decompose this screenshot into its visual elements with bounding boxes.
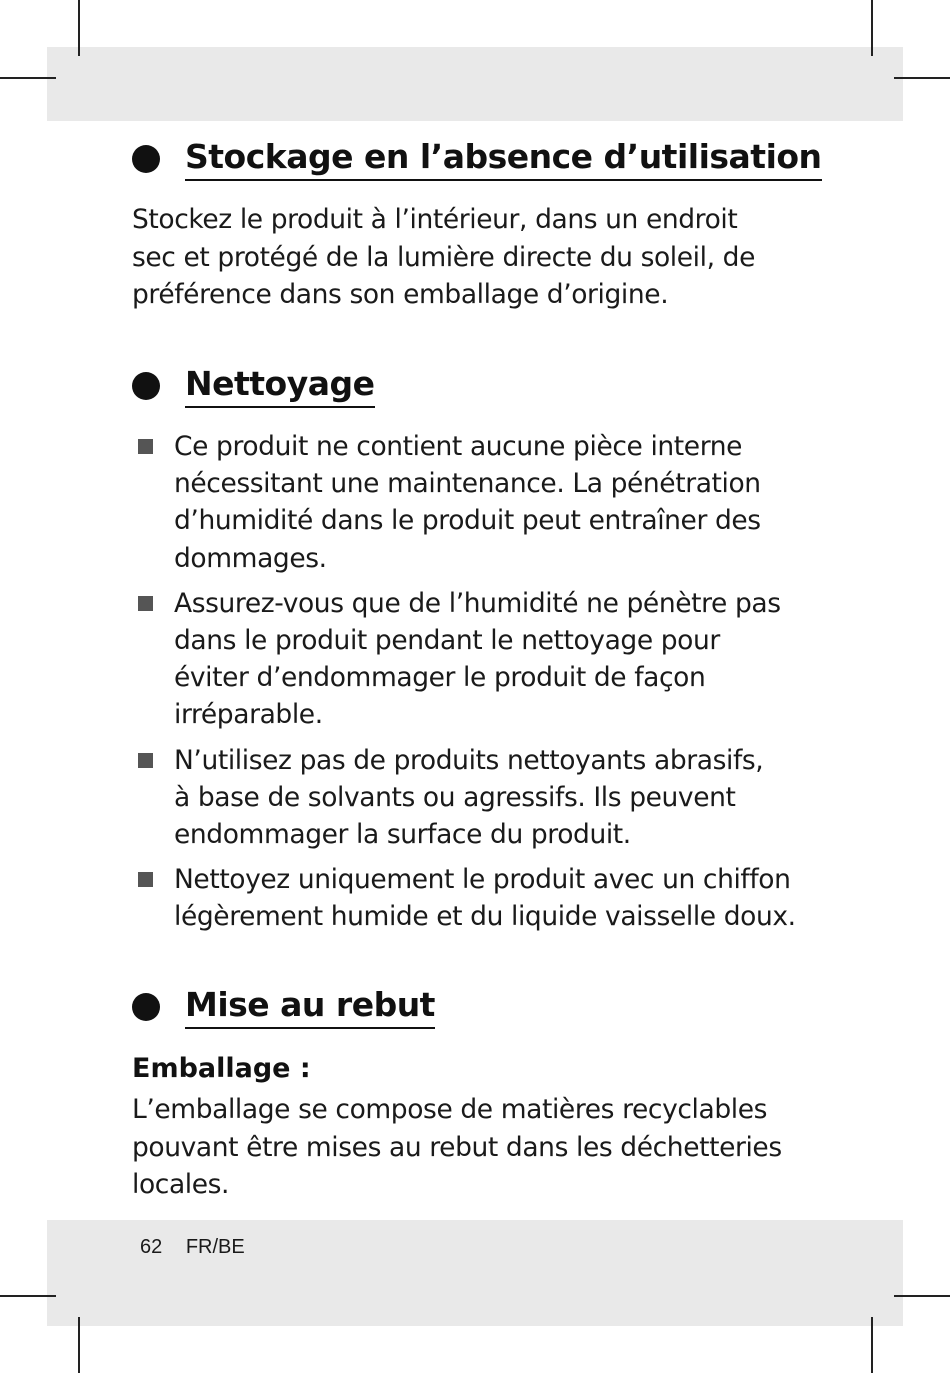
list-item-line: dans le produit pendant le nettoyage pour [174,625,720,657]
square-bullet-icon [138,596,153,611]
storage-line: sec et protégé de la lumière directe du soleil, de [132,241,755,273]
storage-line: Stockez le produit à l’intérieur, dans un endroit [132,204,738,235]
disposal-title: Mise au rebut [185,985,435,1029]
crop-mark [871,1317,873,1373]
cleaning-title: Nettoyage [185,364,375,408]
crop-mark [871,0,873,56]
list-item [132,585,796,734]
disposal-line: locales. [132,1169,230,1200]
disposal-paragraph [132,1091,782,1204]
page-footer [140,1236,245,1259]
page-number: 62 [140,1236,163,1258]
list-item-line: à base de solvants ou agressifs. Ils peuvent [174,781,736,813]
packaging-label: Emballage : [132,1053,311,1084]
list-item-line: Assurez-vous que de l’humidité ne pénètre pas [174,587,781,619]
square-bullet-icon [138,872,153,887]
bullet-dot-icon [132,993,160,1021]
list-item-line: N’utilisez pas de produits nettoyants abrasifs, [174,744,764,776]
list-item-line: éviter d’endommager le produit de façon [174,662,706,694]
crop-mark [0,77,56,79]
crop-mark [0,1295,56,1297]
crop-mark [894,1295,950,1297]
list-item-line: nécessitant une maintenance. La pénétration [174,468,761,500]
header-band [47,47,903,121]
bullet-dot-icon [132,372,160,400]
list-item [132,428,796,577]
disposal-line: pouvant être mises au rebut dans les déchetteries [132,1131,782,1163]
list-item-line: Ce produit ne contient aucune pièce interne [174,431,743,462]
list-item-line: endommager la surface du produit. [174,819,631,851]
list-item-line: Nettoyez uniquement le produit avec un chiffon [174,864,791,896]
storage-title: Stockage en l’absence d’utilisation [185,137,822,181]
disposal-heading [132,985,435,1029]
cleaning-list [132,428,796,944]
storage-paragraph [132,201,755,314]
list-item-line: d’humidité dans le produit peut entraîner des [174,505,761,537]
disposal-line: L’emballage se compose de matières recyclables [132,1094,768,1125]
storage-line: préférence dans son emballage d’origine. [132,279,669,310]
storage-heading [132,137,822,181]
bullet-dot-icon [132,145,160,173]
list-item-line: légèrement humide et du liquide vaisselle doux. [174,901,796,933]
cleaning-heading [132,364,375,408]
crop-mark [894,77,950,79]
list-item [132,861,796,935]
locale-label: FR/BE [185,1236,245,1258]
list-item-line: dommages. [174,542,327,574]
square-bullet-icon [138,439,153,454]
crop-mark [78,0,80,56]
crop-mark [78,1317,80,1373]
list-item [132,742,796,854]
square-bullet-icon [138,753,153,768]
list-item-line: irréparable. [174,699,323,731]
